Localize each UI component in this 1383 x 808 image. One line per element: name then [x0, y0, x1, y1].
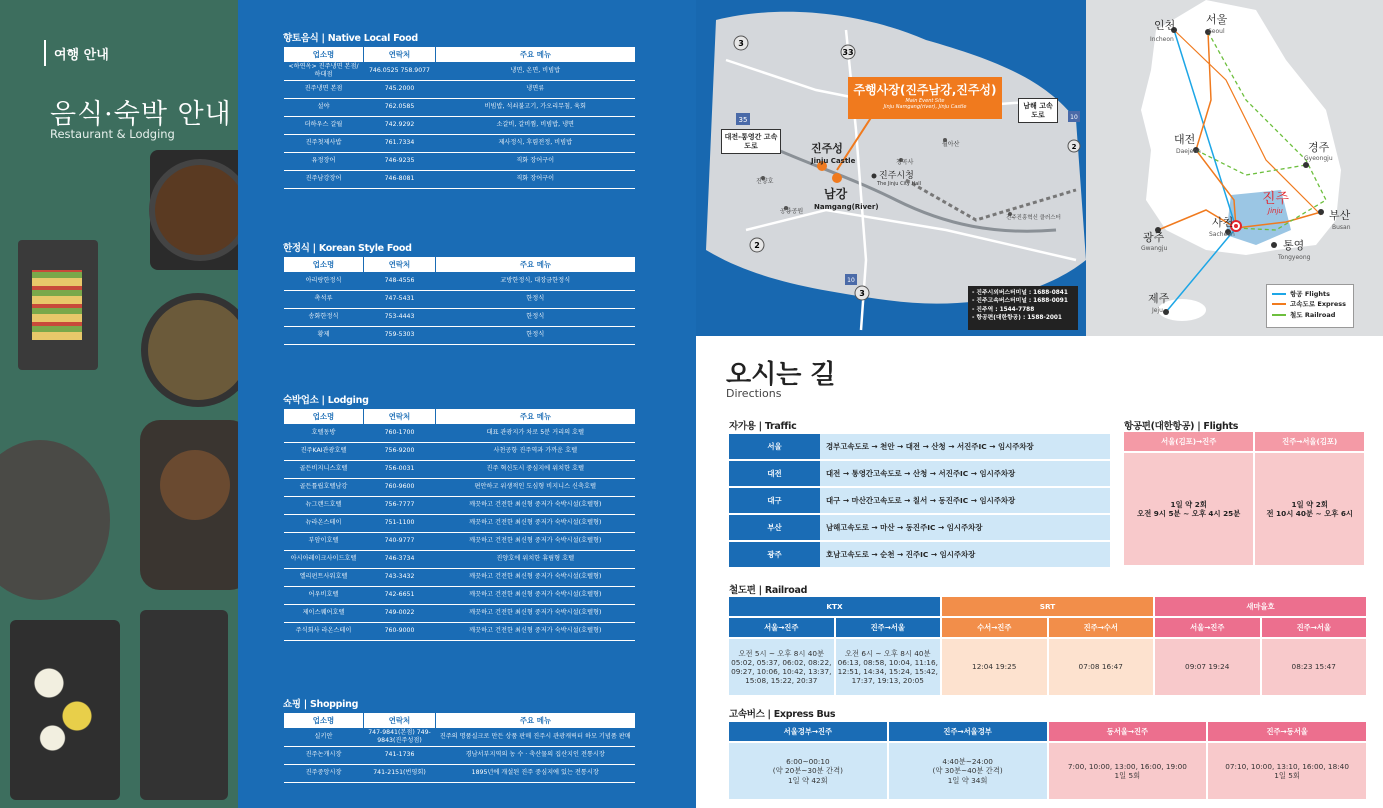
directions-section — [696, 336, 1383, 808]
phone-cell: 746-3734 — [364, 550, 436, 568]
category-bar — [44, 40, 46, 66]
food-photo-plate — [0, 440, 110, 600]
bus-line: (약 20분~30분 간격) — [772, 766, 843, 776]
col-header: 서울경부→진주 — [729, 722, 887, 741]
event-site-en: Main Event Site — [905, 98, 945, 104]
bus-line: 1일 약 34회 — [947, 775, 988, 785]
col-header: 연락처 — [364, 47, 436, 62]
road-number: 2 — [754, 241, 760, 250]
menu-cell: 대표 관광지가 차로 5분 거리의 호텔 — [436, 424, 636, 442]
section-title: 숙박업소 | Lodging — [283, 395, 369, 406]
city-dot — [1318, 209, 1324, 215]
col-header: 주요 메뉴 — [436, 409, 636, 424]
castle-label: 진주성 — [811, 142, 843, 155]
korean-food-table — [283, 257, 635, 345]
event-site-label — [848, 77, 1002, 119]
food-photo-plate — [140, 610, 228, 800]
col-header: 업소명 — [284, 713, 364, 728]
city-label: 사천 — [1212, 216, 1234, 229]
road-number: 33 — [842, 48, 854, 57]
legend-express — [1272, 299, 1348, 309]
rail-cell: 오전 6시 ~ 오후 8시 40분 06:13, 08:58, 10:04, 11:16, 12:51, 14:34, 15:24, 15:42, 17:37, 19:13, 20:05 — [836, 639, 941, 695]
flight-time: 전 10시 40분 ~ 오후 6시 — [1266, 509, 1353, 518]
route-cell: 남해고속도로 → 마산 → 동진주IC → 임시주차장 — [820, 515, 1110, 540]
phone-cell: 756-0031 — [364, 460, 436, 478]
name-cell: 부암이호텔 — [284, 532, 364, 550]
table-row — [284, 622, 636, 640]
menu-cell: 진주의 명품실크로 만든 상품 판매 진주시 관광캐릭터 하모 기념품 판매 — [436, 728, 636, 746]
menu-cell: 냉면, 온면, 비빔밥 — [436, 62, 636, 80]
directions-title: 오시는 길 — [726, 360, 836, 390]
name-cell: 더하우스 갈월 — [284, 116, 364, 134]
city-label: 통영 — [1283, 239, 1305, 252]
city-dot — [1303, 162, 1309, 168]
table-row — [284, 80, 636, 98]
flight-cell — [1124, 453, 1253, 565]
legend-flight — [1272, 289, 1348, 299]
table-row — [284, 134, 636, 152]
food-photo-plate — [148, 300, 238, 400]
section-title: 향토음식 | Native Local Food — [283, 33, 418, 44]
menu-cell: 진주 혁신도시 중심지에 위치한 호텔 — [436, 460, 636, 478]
table-row — [284, 170, 636, 188]
table-row — [284, 514, 636, 532]
table-row — [284, 460, 636, 478]
route-cell: 호남고속도로 → 순천 → 진주IC → 임시주차장 — [820, 542, 1110, 567]
phone-cell: 751-1100 — [364, 514, 436, 532]
origin-cell: 대전 — [729, 461, 820, 486]
poi-label: 진양호 — [756, 178, 774, 185]
col-header: 주요 메뉴 — [436, 47, 636, 62]
menu-cell: 깨끗하고 건전한 최신형 중저가 숙박시설(호텔형) — [436, 514, 636, 532]
korea-route-map — [1086, 0, 1383, 336]
phone-cell: 741-1736 — [364, 746, 436, 764]
col-header: 연락처 — [364, 409, 436, 424]
road-number: 10 — [847, 277, 855, 284]
menu-cell: 깨끗하고 건전한 최신형 중저가 숙박시설(호텔형) — [436, 568, 636, 586]
poi-label: 월아산 — [942, 141, 960, 148]
col-header: 주요 메뉴 — [436, 713, 636, 728]
rail-cell: 오전 5시 ~ 오후 8시 40분 05:02, 05:37, 06:02, 08:22, 09:27, 10:06, 10:42, 13:37, 15:08, 15:22, 20:37 — [729, 639, 834, 695]
phone-cell: 760-1700 — [364, 424, 436, 442]
menu-cell: 깨끗하고 건전한 최신형 중저가 숙박시설(호텔형) — [436, 532, 636, 550]
native-food-section — [283, 30, 635, 189]
table-row — [284, 326, 636, 344]
road-number: 35 — [738, 116, 748, 124]
city-label: 부산 — [1329, 209, 1351, 222]
table-row — [729, 542, 1110, 567]
flights-table — [1122, 430, 1366, 567]
rail-cell: 07:08 16:47 — [1049, 639, 1154, 695]
bus-line: 1일 5회 — [1274, 771, 1300, 780]
phone-cell: 748-4556 — [364, 272, 436, 290]
food-photo-plate — [160, 450, 230, 520]
menu-cell: 직화 장어구이 — [436, 170, 636, 188]
food-photo-plate — [155, 165, 238, 255]
bus-title: 고속버스 | Express Bus — [729, 709, 836, 720]
land-area — [706, 12, 1086, 304]
table-row — [284, 98, 636, 116]
flight-cell — [1255, 453, 1364, 565]
jinju-label: 진주 — [1262, 191, 1290, 207]
phone-cell: 747-9841(본점) 749-9843(진주성점) — [364, 728, 436, 746]
city-label-en: Jeju — [1152, 307, 1163, 314]
bus-line: 1일 약 42회 — [788, 775, 828, 785]
name-cell: 진주남강장어 — [284, 170, 364, 188]
menu-cell: 깨끗하고 건전한 최신형 중저가 숙박시설(호텔형) — [436, 604, 636, 622]
city-label: 인천 — [1154, 19, 1176, 32]
city-dot — [1271, 242, 1277, 248]
legend-rail — [1272, 310, 1348, 320]
menu-cell: 한정식 — [436, 308, 636, 326]
bus-line: 6:00~00:10 — [786, 757, 830, 767]
origin-cell: 광주 — [729, 542, 820, 567]
name-cell: 황제 — [284, 326, 364, 344]
city-label-en: Gwangju — [1141, 245, 1168, 252]
phone-cell: 760-9000 — [364, 622, 436, 640]
col-subheader: 진주→서울 — [836, 618, 941, 637]
table-row — [284, 496, 636, 514]
col-header: 업소명 — [284, 409, 364, 424]
name-cell: 실키안 — [284, 728, 364, 746]
jinju-label-en: Jinju — [1268, 207, 1283, 215]
rail-title: 철도편 | Railroad — [729, 585, 808, 596]
cityhall-marker — [872, 174, 877, 179]
city-label-en: Busan — [1332, 224, 1351, 231]
page-title: 음식·숙박 안내 — [50, 99, 232, 130]
phone-cell: 746.0525 758.9077 — [364, 62, 436, 80]
table-row — [284, 532, 636, 550]
flights-title: 항공편(대한항공) | Flights — [1124, 421, 1239, 432]
phone-cell: 747-5431 — [364, 290, 436, 308]
route-legend — [1266, 284, 1354, 328]
phone-cell: 745.2000 — [364, 80, 436, 98]
city-label: 서울 — [1206, 13, 1228, 26]
phone-cell: 742.9292 — [364, 116, 436, 134]
bus-cell — [1049, 743, 1207, 799]
menu-cell: 깨끗하고 건전한 최신형 중저가 숙박시설(호텔형) — [436, 586, 636, 604]
shopping-table — [283, 713, 635, 783]
food-photo-skewer — [32, 270, 82, 340]
jinju-marker-center — [1234, 224, 1238, 228]
name-cell: 유정장어 — [284, 152, 364, 170]
route-cell: 대구 → 마산간고속도로 → 칠서 → 동진주IC → 임시주차장 — [820, 488, 1110, 513]
phone-cell: 756-9200 — [364, 442, 436, 460]
road-number: 10 — [1070, 114, 1078, 121]
phone-cell: 742-6651 — [364, 586, 436, 604]
table-row — [284, 442, 636, 460]
city-label-en: Daejeon — [1176, 148, 1201, 155]
table-row — [284, 746, 636, 764]
menu-cell: 제사정식, 후렴전정, 비빔밥 — [436, 134, 636, 152]
table-row — [284, 478, 636, 496]
menu-cell: 사천공항 진주역과 가까운 호텔 — [436, 442, 636, 460]
col-header: 연락처 — [364, 257, 436, 272]
table-row — [284, 62, 636, 80]
cover-panel — [0, 0, 238, 808]
table-row — [284, 550, 636, 568]
menu-cell: 깨끗하고 건전한 최신형 중저가 숙박시설(호텔형) — [436, 496, 636, 514]
table-row — [284, 290, 636, 308]
bus-line: (약 30분~40분 간격) — [932, 766, 1003, 776]
event-site-title: 주행사장(진주남강,진주성) — [853, 83, 997, 97]
river-label-en: Namgang(River) — [814, 203, 879, 211]
phone-cell: 756-7777 — [364, 496, 436, 514]
col-header: 새마을호 — [1155, 597, 1366, 616]
name-cell: <하연옥> 진주냉면 본점/하대점 — [284, 62, 364, 80]
col-header: 진주→동서울 — [1208, 722, 1366, 741]
city-label-en: Gyeongju — [1304, 155, 1333, 162]
col-header: 진주→서울(김포) — [1255, 432, 1364, 451]
menu-cell: 한정식 — [436, 326, 636, 344]
name-cell: 뉴라온스테이 — [284, 514, 364, 532]
directions-subtitle: Directions — [726, 387, 782, 400]
table-row — [729, 434, 1110, 459]
bus-line: 7:00, 10:00, 13:00, 16:00, 19:00 — [1067, 761, 1187, 771]
category-label: 여행 안내 — [54, 48, 109, 63]
road-number: 2 — [1071, 143, 1077, 151]
bus-cell — [889, 743, 1047, 799]
bus-cell — [729, 743, 887, 799]
city-label: 경주 — [1308, 141, 1330, 154]
origin-cell: 서울 — [729, 434, 820, 459]
name-cell: 골든튤립호텔남강 — [284, 478, 364, 496]
col-subheader: 진주→수서 — [1049, 618, 1154, 637]
name-cell: 제이스퀘어호텔 — [284, 604, 364, 622]
col-header: 진주→서울경부 — [889, 722, 1047, 741]
city-label-en: Sacheon — [1209, 231, 1235, 238]
name-cell: 아리랑한정식 — [284, 272, 364, 290]
contact-line: - 항공편(대한항공) : 1588-2001 — [972, 315, 1062, 322]
rail-table — [727, 595, 1368, 697]
korean-food-section — [283, 240, 635, 345]
name-cell: 호텔동방 — [284, 424, 364, 442]
bus-table — [727, 720, 1368, 801]
table-row — [284, 728, 636, 746]
road-number: 3 — [738, 39, 744, 48]
rail-cell: 08:23 15:47 — [1262, 639, 1367, 695]
page-subtitle: Restaurant & Lodging — [50, 127, 175, 141]
phone-cell: 760-9600 — [364, 478, 436, 496]
table-row — [284, 568, 636, 586]
event-site-en: Jinju Namgang(river), Jinju Castle — [883, 104, 967, 110]
name-cell: 진주냉면 본점 — [284, 80, 364, 98]
name-cell: 진주첫제사밥 — [284, 134, 364, 152]
origin-cell: 부산 — [729, 515, 820, 540]
table-row — [729, 488, 1110, 513]
col-subheader: 서울→진주 — [1155, 618, 1260, 637]
name-cell: 어우비호텔 — [284, 586, 364, 604]
menu-cell: 편안하고 위생적인 도심형 비지니스 신축호텔 — [436, 478, 636, 496]
phone-cell: 759-5303 — [364, 326, 436, 344]
name-cell: 송화한정식 — [284, 308, 364, 326]
name-cell: 촉석루 — [284, 290, 364, 308]
flight-count: 1일 약 2회 — [1291, 499, 1328, 509]
table-row — [284, 424, 636, 442]
table-row — [729, 461, 1110, 486]
menu-cell: 소갈비, 갈비찜, 비빔밥, 냉면 — [436, 116, 636, 134]
lodging-section — [283, 392, 635, 641]
poi-label: 진주진흥혁신 클러스터 — [1006, 215, 1061, 221]
menu-cell: 깨끗하고 건전한 최신형 중저가 숙박시설(호텔형) — [436, 622, 636, 640]
city-label-en: Incheon — [1150, 36, 1174, 43]
phone-cell: 746-9235 — [364, 152, 436, 170]
name-cell: 골든비지니스호텔 — [284, 460, 364, 478]
name-cell: 뉴그랜드호텔 — [284, 496, 364, 514]
traffic-table — [729, 432, 1110, 569]
phone-cell: 741-2151(번영회) — [364, 764, 436, 782]
bus-line: 4:40분~24:00 — [942, 757, 993, 767]
col-header: 업소명 — [284, 257, 364, 272]
name-cell: 아시아레이크사이드호텔 — [284, 550, 364, 568]
castle-label-en: Jinju Castle — [811, 157, 856, 165]
menu-cell: 냉면류 — [436, 80, 636, 98]
phone-cell: 753-4443 — [364, 308, 436, 326]
poi-label: 공룡공원 — [780, 208, 804, 215]
table-row — [284, 308, 636, 326]
table-row — [284, 272, 636, 290]
name-cell: 설야 — [284, 98, 364, 116]
col-header: 업소명 — [284, 47, 364, 62]
phone-cell: 740-9777 — [364, 532, 436, 550]
contact-info-box — [968, 286, 1078, 330]
section-title: 한정식 | Korean Style Food — [283, 243, 412, 254]
phone-cell: 762.0585 — [364, 98, 436, 116]
name-cell: 엘리펀트사워호텔 — [284, 568, 364, 586]
route-cell: 대전 → 통영간고속도로 → 산청 → 서진주IC → 임시주차장 — [820, 461, 1110, 486]
col-header: SRT — [942, 597, 1153, 616]
col-subheader: 수서→진주 — [942, 618, 1047, 637]
city-label-en: Seoul — [1208, 28, 1225, 35]
col-header: 연락처 — [364, 713, 436, 728]
food-lodging-panel — [238, 0, 696, 808]
col-header: 서울(김포)→진주 — [1124, 432, 1253, 451]
col-header: 주요 메뉴 — [436, 257, 636, 272]
phone-cell: 761.7334 — [364, 134, 436, 152]
origin-cell: 대구 — [729, 488, 820, 513]
city-label: 대전 — [1174, 133, 1196, 146]
contact-line: - 진주역 : 1544-7788 — [972, 306, 1035, 313]
city-dot — [1163, 309, 1169, 315]
food-photo-radish — [28, 650, 98, 760]
col-subheader: 서울→진주 — [729, 618, 834, 637]
legend-label: 철도 Railroad — [1290, 310, 1336, 319]
table-row — [284, 604, 636, 622]
city-label-en: Tongyeong — [1278, 254, 1311, 261]
rail-cell: 12:04 19:25 — [942, 639, 1047, 695]
flight-time: 오전 9시 5분 ~ 오후 4시 25분 — [1137, 509, 1241, 518]
bus-line: 07:10, 10:00, 13:10, 16:00, 18:40 — [1225, 761, 1349, 771]
table-row — [284, 152, 636, 170]
menu-cell: 경남서부지역의 농 수 · 축산물의 집산지인 전통시장 — [436, 746, 636, 764]
cityhall-label-en: The Jinju City Hall — [877, 181, 922, 187]
col-subheader: 진주→서울 — [1262, 618, 1367, 637]
name-cell: 진주KAI관광호텔 — [284, 442, 364, 460]
phone-cell: 749-0022 — [364, 604, 436, 622]
cityhall-label: 진주시청 — [879, 171, 914, 181]
menu-cell: 직화 장어구이 — [436, 152, 636, 170]
local-map — [696, 0, 1086, 336]
table-row — [284, 586, 636, 604]
city-label: 제주 — [1148, 292, 1170, 305]
legend-label: 항공 Flights — [1290, 290, 1330, 298]
traffic-title: 자가용 | Traffic — [729, 421, 797, 432]
highway-box: 대전-통영간 고속도로 — [721, 129, 781, 154]
col-header: 동서울→진주 — [1049, 722, 1207, 741]
menu-cell: 진양호에 위치한 휴림형 호텔 — [436, 550, 636, 568]
road-number: 3 — [859, 289, 865, 298]
bus-line: 1일 5회 — [1114, 771, 1141, 780]
river-marker — [832, 173, 842, 183]
table-row — [284, 116, 636, 134]
contact-line: - 진주시외버스터미널 : 1688-0841 — [972, 290, 1068, 296]
rail-cell: 09:07 19:24 — [1155, 639, 1260, 695]
name-cell: 진주논개시장 — [284, 746, 364, 764]
menu-cell: 교방한정식, 대장금한정식 — [436, 272, 636, 290]
shopping-section — [283, 696, 635, 783]
native-food-table — [283, 47, 635, 189]
table-row — [729, 515, 1110, 540]
highway-box: 남해 고속도로 — [1018, 98, 1058, 123]
name-cell: 진주중앙시장 — [284, 764, 364, 782]
menu-cell: 한정식 — [436, 290, 636, 308]
river-label: 남강 — [824, 187, 848, 201]
menu-cell: 1895년에 개설된 진주 중심지에 있는 전통시장 — [436, 764, 636, 782]
section-title: 쇼핑 | Shopping — [283, 699, 359, 710]
lodging-table — [283, 409, 635, 641]
city-label: 광주 — [1143, 231, 1165, 244]
bus-cell — [1208, 743, 1366, 799]
poi-label: 청곡사 — [896, 159, 914, 166]
menu-cell: 비빔밥, 석쇠불고기, 가오리무침, 육회 — [436, 98, 636, 116]
name-cell: 주식회사 라온스테이 — [284, 622, 364, 640]
phone-cell: 743-3432 — [364, 568, 436, 586]
col-header: KTX — [729, 597, 940, 616]
phone-cell: 746-8081 — [364, 170, 436, 188]
contact-line: - 진주고속버스터미널 : 1688-0091 — [972, 298, 1068, 305]
flight-count: 1일 약 2회 — [1170, 499, 1207, 509]
table-row — [284, 764, 636, 782]
legend-label: 고속도로 Express — [1290, 300, 1347, 309]
route-cell: 경부고속도로 → 천안 → 대전 → 산청 → 서진주IC → 임시주차장 — [820, 434, 1110, 459]
